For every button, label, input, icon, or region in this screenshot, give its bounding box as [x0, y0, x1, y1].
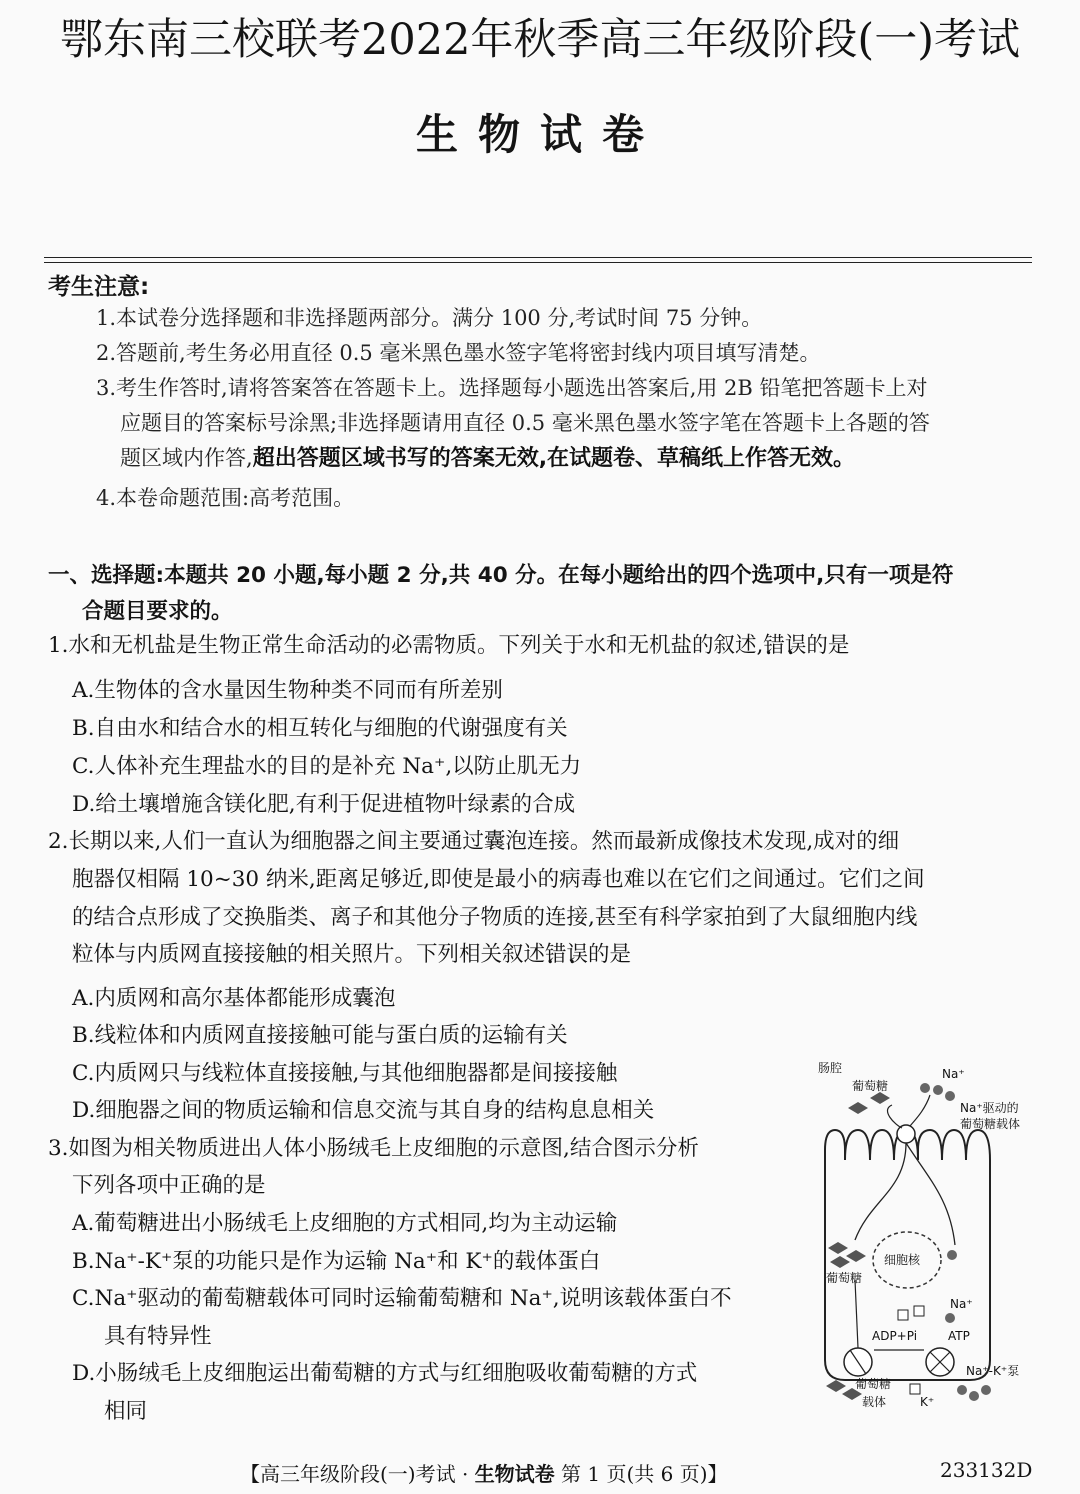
question-stem	[48, 627, 849, 664]
na-ion	[947, 1250, 957, 1260]
option-c: C.内质网只与线粒体直接接触,与其他细胞器都是间接接触	[72, 1061, 618, 1086]
question-stem: 胞器仅相隔 10~30 纳米,距离足够近,即使是最小的病毒也难以在它们之间通过。它们之间	[72, 867, 925, 892]
notice-item: 4.本卷命题范围:高考范围。	[96, 486, 355, 510]
notice-item	[120, 440, 855, 477]
footer-post: 第 1 页(共 6 页)】	[554, 1462, 728, 1486]
notice-bold-warning: 超出答题区域书写的答案无效,在试题卷、草稿纸上作答无效。	[252, 446, 856, 471]
option-d: D.小肠绒毛上皮细胞运出葡萄糖的方式与红细胞吸收葡萄糖的方式	[72, 1361, 698, 1386]
notice-item: 1.本试卷分选择题和非选择题两部分。满分 100 分,考试时间 75 分钟。	[96, 306, 763, 330]
na-ion	[945, 1091, 955, 1101]
glucose-diamond	[830, 1256, 850, 1268]
option-d: D.给土壤增施含镁化肥,有利于促进植物叶绿素的合成	[72, 792, 576, 817]
notice-item: 3.考生作答时,请将答案答在答题卡上。选择题每小题选出答案后,用 2B 铅笔把答题卡上对	[96, 376, 928, 400]
question-stem: 的结合点形成了交换脂类、离子和其他分子物质的连接,甚至有科学家拍到了大鼠细胞内线	[72, 905, 918, 930]
glucose-top-label: 葡萄糖	[852, 1079, 889, 1093]
option-b: B.自由水和结合水的相互转化与细胞的代谢强度有关	[72, 716, 568, 741]
nucleus-label: 细胞核	[884, 1253, 921, 1267]
intestinal-cell-figure	[810, 1050, 1040, 1420]
carrier-bottom-label-2: 载体	[862, 1395, 887, 1409]
glucose-left-label: 葡萄糖	[826, 1271, 863, 1285]
option-b: B.Na⁺-K⁺泵的功能只是作为运输 Na⁺和 K⁺的载体蛋白	[72, 1249, 601, 1274]
glucose-diamond	[846, 1250, 866, 1262]
divider-rule	[44, 257, 1032, 258]
glucose-exit-path	[855, 1280, 858, 1348]
sodium-inflow	[910, 1095, 930, 1126]
lumen-label: 肠腔	[818, 1061, 843, 1075]
footer-pre: 【高三年级阶段(一)考试 ·	[240, 1462, 475, 1486]
na-ion	[981, 1385, 991, 1395]
section-heading-line: 一、选择题:本题共 20 小题,每小题 2 分,共 40 分。在每小题给出的四个选项中,只有一项是符	[48, 563, 954, 588]
na-ion	[933, 1085, 943, 1095]
carrier-label-2: 葡萄糖载体	[960, 1117, 1021, 1131]
na-ion	[957, 1385, 967, 1395]
option-c: C.Na⁺驱动的葡萄糖载体可同时运输葡萄糖和 Na⁺,说明该载体蛋白不	[72, 1286, 732, 1311]
notice-heading: 考生注意:	[48, 274, 150, 300]
option-a: A.生物体的含水量因生物种类不同而有所差别	[72, 678, 503, 703]
option-a: A.葡萄糖进出小肠绒毛上皮细胞的方式相同,均为主动运输	[72, 1211, 618, 1236]
footer-subject: 生物试卷	[474, 1462, 555, 1486]
question-stem	[72, 936, 631, 973]
carrier-bottom-label-1: 葡萄糖	[855, 1377, 892, 1391]
question-stem: 下列各项中正确的是	[72, 1173, 266, 1198]
option-d: D.细胞器之间的物质运输和信息交流与其自身的结构息息相关	[72, 1098, 655, 1123]
q1-emphasis: 错误 • •	[763, 633, 806, 658]
option-c: C.人体补充生理盐水的目的是补充 Na⁺,以防止肌无力	[72, 754, 582, 779]
section-heading	[48, 558, 1038, 630]
glucose-diamond	[870, 1092, 890, 1104]
q2-emphasis: 错误 • •	[545, 942, 588, 967]
adp-square	[914, 1306, 924, 1316]
glucose-diamond	[826, 1380, 846, 1392]
na-ion	[945, 1313, 955, 1323]
q2-stem-pre: 粒体与内质网直接接触的相关照片。下列相关叙述	[72, 942, 546, 967]
glucose-diamond	[828, 1242, 848, 1254]
option-d-cont: 相同	[104, 1399, 148, 1424]
question-stem: 3.如图为相关物质进出人体小肠绒毛上皮细胞的示意图,结合图示分析	[48, 1136, 699, 1161]
k-ion	[910, 1384, 920, 1394]
option-b: B.线粒体和内质网直接接触可能与蛋白质的运输有关	[72, 1023, 568, 1048]
adp-square	[898, 1310, 908, 1320]
na-ion	[920, 1083, 930, 1093]
q1-stem-post: 的是	[806, 633, 850, 658]
sodium-path	[906, 1143, 955, 1245]
na-top-label: Na⁺	[942, 1067, 965, 1081]
section-heading-line: 合题目要求的。	[82, 599, 233, 624]
paper-code: 233132D	[940, 1458, 1033, 1482]
divider-rule	[44, 262, 1032, 263]
na-right-label: Na⁺	[950, 1297, 973, 1311]
subject-title: 生物试卷	[415, 110, 664, 159]
option-c-cont: 具有特异性	[104, 1324, 212, 1349]
adp-label: ADP+Pi	[872, 1329, 918, 1343]
glucose-path	[855, 1143, 906, 1240]
option-a: A.内质网和高尔基体都能形成囊泡	[72, 986, 396, 1011]
na-ion	[969, 1391, 979, 1401]
exam-title: 鄂东南三校联考2022年秋季高三年级阶段(一)考试	[60, 15, 1020, 65]
atp-label: ATP	[948, 1329, 970, 1343]
top-carrier	[897, 1125, 915, 1143]
pump-label: Na⁺-K⁺泵	[966, 1364, 1020, 1378]
notice-item-text: 题区域内作答,	[120, 446, 253, 470]
carrier-label-1: Na⁺驱动的	[960, 1101, 1019, 1115]
q2-stem-post: 的是	[588, 942, 632, 967]
glucose-diamond	[848, 1102, 868, 1114]
q1-stem-pre: 1.水和无机盐是生物正常生命活动的必需物质。下列关于水和无机盐的叙述,	[48, 633, 764, 658]
notice-item: 2.答题前,考生务必用直径 0.5 毫米黑色墨水签字笔将密封线内项目填写清楚。	[96, 341, 821, 365]
notice-item: 应题目的答案标号涂黑;非选择题请用直径 0.5 毫米黑色墨水签字笔在答题卡上各题的答	[120, 411, 930, 435]
question-stem: 2.长期以来,人们一直认为细胞器之间主要通过囊泡连接。然而最新成像技术发现,成对的细	[48, 829, 900, 854]
glucose-inflow	[887, 1105, 902, 1128]
page-footer	[240, 1458, 728, 1487]
k-bottom-label: K⁺	[920, 1395, 935, 1409]
